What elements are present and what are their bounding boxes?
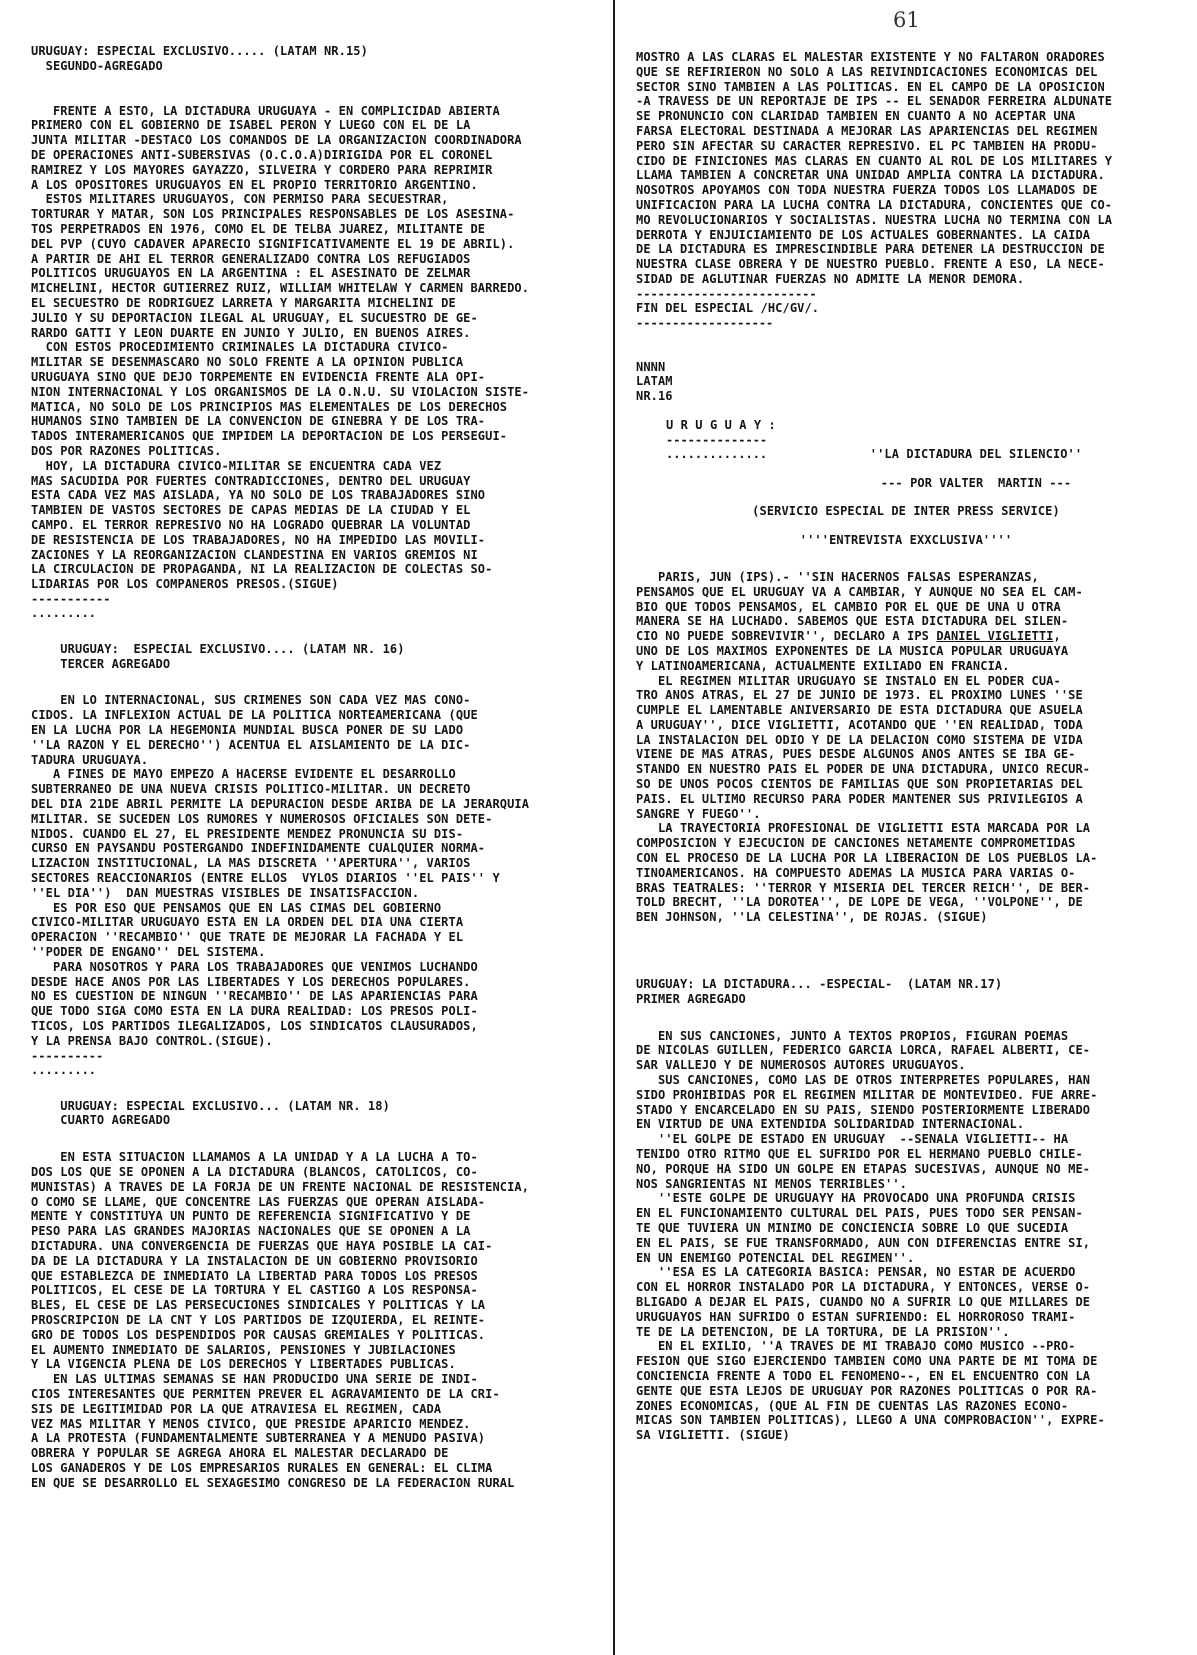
text-line: JULIO Y SU DEPORTACION ILEGAL AL URUGUAY, EL SUCUESTRO DE GE- <box>31 310 478 325</box>
text-line: TOLD BRECHT, ''LA DOROTEA'', DE LOPE DE VEGA, ''VOLPONE'', DE <box>636 895 1083 910</box>
text-line: MOSTRO A LAS CLARAS EL MALESTAR EXISTENTE Y NO FALTARON ORADORES <box>636 50 1105 64</box>
text-line: PERO SIN AFECTAR SU CARACTER REPRESIVO. EL PC TAMBIEN HA PRODU- <box>636 138 1098 153</box>
text-line: ''LA RAZON Y EL DERECHO'') ACENTUA EL AISLAMIENTO DE LA DIC- <box>31 737 471 752</box>
text-line: LOS GANADEROS Y DE LOS EMPRESARIOS RURALES EN GENERAL: EL CLIMA <box>31 1460 493 1475</box>
separator: ---------- ......... <box>31 1048 104 1077</box>
text-line: EL AUMENTO INMEDIATO DE SALARIOS, PENSIONES Y JUBILACIONES <box>31 1342 456 1357</box>
text-line: EN QUE SE DESARROLLO EL SEXAGESIMO CONGRESO DE LA FEDERACION RURAL <box>31 1475 515 1490</box>
text-line: NOSOTROS APOYAMOS CON TODA NUESTRA FUERZA TODOS LOS LLAMADOS DE <box>636 183 1098 198</box>
text-line: BIO QUE TODOS PENSAMOS, EL CAMBIO POR EL QUE DE UNA U OTRA <box>636 599 1061 614</box>
text-line: NION INTERNACIONAL Y LOS ORGANISMOS DE LA O.N.U. SU VIOLACION SISTE- <box>31 384 530 399</box>
text-line: A FINES DE MAYO EMPEZO A HACERSE EVIDENTE EL DESARROLLO <box>31 767 456 782</box>
text-line: A PARTIR DE AHI EL TERROR GENERALIZADO CONTRA LOS REFUGIADOS <box>31 251 471 266</box>
text-line: A LOS OPOSITORES URUGUAYOS EN EL PROPIO TERRITORIO ARGENTINO. <box>31 177 478 192</box>
text-line: SECTORES REACCIONARIOS (ENTRE ELLOS VYLOS DIARIOS ''EL PAIS'' Y <box>31 871 500 886</box>
text-line: TADOS INTERAMERICANOS QUE IMPIDEM LA DEPORTACION DE LOS PERSEGUI- <box>31 429 508 444</box>
text-line: TINOAMERICANOS. HA COMPUESTO ADEMAS LA MUSICA PARA VARIAS O- <box>636 865 1076 880</box>
text-line: UNO DE LOS MAXIMOS EXPONENTES DE LA MUSICA POPULAR URUGUAYA <box>636 643 1069 658</box>
text-line: URUGUAYA SINO QUE DEJO TORPEMENTE EN EVIDENCIA FRENTE ALA OPI- <box>31 369 486 384</box>
text-line: POLITICOS URUGUAYOS EN LA ARGENTINA : EL ASESINATO DE ZELMAR <box>31 266 471 281</box>
text-line: SIDAD DE AGLUTINAR FUERZAS NO ADMITE LA MENOR DEMORA. <box>636 271 1025 286</box>
text-line: ES POR ESO QUE PENSAMOS QUE EN LAS CIMAS DEL GOBIERNO <box>31 900 442 915</box>
text-line: SIDO PROHIBIDAS POR EL REGIMEN MILITAR DE MONTEVIDEO. FUE ARRE- <box>636 1087 1098 1102</box>
text-line: MICHELINI, HECTOR GUTIERREZ RUIZ, WILLIAM WHITELAW Y CARMEN BARREDO. <box>31 281 530 296</box>
text-line: CON EL PROCESO DE LA LUCHA POR LA LIBERACION DE LOS PUEBLOS LA- <box>636 851 1098 866</box>
text-line: A LA PROTESTA (FUNDAMENTALMENTE SUBTERRANEA Y A MENUDO PASIVA) <box>31 1431 486 1446</box>
text-line: PARIS, JUN (IPS).- ''SIN HACERNOS FALSAS ESPERANZAS, <box>636 569 1039 584</box>
text-line: TE DE LA DETENCION, DE LA TORTURA, DE LA PRISION''. <box>636 1324 1010 1339</box>
text-line: ''ESA ES LA CATEGORIA BASICA: PENSAR, NO ESTAR DE ACUERDO <box>636 1265 1076 1280</box>
text-line: DOS LOS QUE SE OPONEN A LA DICTADURA (BLANCOS, CATOLICOS, CO- <box>31 1165 478 1179</box>
text-line: PRIMERO CON EL GOBIERNO DE ISABEL PERON Y LUEGO CON EL DE LA <box>31 118 471 133</box>
text-line: LA TRAYECTORIA PROFESIONAL DE VIGLIETTI ESTA MARCADA POR LA <box>636 821 1091 836</box>
text-line: LIZACION INSTITUCIONAL, LA MAS DISCRETA ''APERTURA'', VARIOS <box>31 856 471 871</box>
text-line: SECTOR SINO TAMBIEN A LAS POLITICAS. EN EL CAMPO DE LA OPOSICION <box>636 79 1105 94</box>
text-line: EN UN ENEMIGO POTENCIAL DEL REGIMEN''. <box>636 1250 915 1265</box>
text-line: DE NICOLAS GUILLEN, FEDERICO GARCIA LORCA, RAFAEL ALBERTI, CE- <box>636 1043 1091 1058</box>
text-line: CON EL HORROR INSTALADO POR LA DICTADURA, Y ENTONCES, VERSE O- <box>636 1280 1091 1295</box>
text-line: MUNISTAS) A TRAVES DE LA FORJA DE UN FRENTE NACIONAL DE RESISTENCIA, <box>31 1179 530 1194</box>
section-header <box>31 1099 591 1129</box>
text-line: PARA NOSOTROS Y PARA LOS TRABAJADORES QUE VENIMOS LUCHANDO <box>31 959 478 974</box>
page-number: 61 <box>893 8 920 32</box>
left-column <box>31 44 591 1491</box>
article-title: ''LA DICTADURA DEL SILENCIO'' <box>869 446 1083 461</box>
text-line: STANDO EN NUESTRO PAIS EL PODER DE UNA DICTADURA, UNICO RECUR- <box>636 762 1091 777</box>
text-line: CUMPLE EL LAMENTABLE ANIVERSARIO DE ESTA DICTADURA QUE ASUELA <box>636 703 1083 718</box>
text-line: URUGUAYOS HAN SUFRIDO O ESTAN SUFRIENDO: EL HORROROSO TRAMI- <box>636 1309 1076 1324</box>
text-line: NNNN <box>636 359 666 374</box>
text-line: STADO Y ENCARCELADO EN SU PAIS, SIENDO POSTERIORMENTE LIBERADO <box>636 1102 1091 1117</box>
text-line: PROSCRIPCION DE LA CNT Y LOS PARTIDOS DE IZQUIERDA, EL REINTE- <box>31 1312 486 1327</box>
section-body <box>636 1029 1176 1443</box>
text-line: TADURA URUGUAYA. <box>31 752 149 767</box>
text-line: SO DE UNOS POCOS CIENTOS DE FAMILIAS QUE SON PROPIETARIAS DEL <box>636 777 1083 792</box>
section-body <box>31 1150 591 1490</box>
text-line: MICAS SON TAMBIEN POLITICAS), LLEGO A UNA COMPROBACION'', EXPRE- <box>636 1413 1105 1428</box>
text-line: DERROTA Y ENJUICIAMIENTO DE LOS ACTUALES GOBERNANTES. LA CAIDA <box>636 227 1091 242</box>
text-line: EN VIRTUD DE UNA EXTENDIDA SOLIDARIDAD INTERNACIONAL. <box>636 1117 1025 1132</box>
text-line: Y LA PRENSA BAJO CONTROL.(SIGUE). <box>31 1033 273 1048</box>
text-line: DE LA DICTADURA ES IMPRESCINDIBLE PARA DETENER LA DESTRUCCION DE <box>636 242 1105 257</box>
column-divider <box>613 0 615 1655</box>
text-line: ''ESTE GOLPE DE URUGUAYY HA PROVOCADO UNA PROFUNDA CRISIS <box>636 1191 1076 1206</box>
text-line: Y LA VIGENCIA PLENA DE LOS DERECHOS Y LIBERTADES PUBLICAS. <box>31 1357 456 1372</box>
text-line: COMPOSICION Y EJECUCION DE CANCIONES NETAMENTE COMPROMETIDAS <box>636 836 1076 851</box>
text-line: SANGRE Y FUEGO''. <box>636 806 761 821</box>
text-line: VIENE DE MAS ATRAS, PUES DESDE ALGUNOS ANOS ANTES SE IBA GE- <box>636 747 1076 762</box>
text-line: O COMO SE LLAME, QUE CONCENTRE LAS FUERZAS QUE OPERAN AISLADA- <box>31 1194 486 1209</box>
underlined-name: DANIEL VIGLIETTI <box>936 629 1054 644</box>
text-line: ESTOS MILITARES URUGUAYOS, CON PERMISO PARA SECUESTRAR, <box>31 192 449 207</box>
text-line: CUARTO AGREGADO <box>31 1113 171 1128</box>
text-line: MENTE Y CONSTITUYA UN PUNTO DE REFERENCIA SIGNIFICATIVO Y DE <box>31 1209 471 1224</box>
text-line: BEN JOHNSON, ''LA CELESTINA'', DE ROJAS. (SIGUE) <box>636 910 988 925</box>
text-line: LA CIRCULACION DE PROPAGANDA, NI LA REALIZACION DE COLECTAS SO- <box>31 562 493 577</box>
separator: ------------------------- <box>636 286 817 301</box>
transmission-codes <box>636 360 1176 404</box>
separator: -------------- .............. <box>666 432 768 461</box>
text-line: EN LA LUCHA POR LA HEGEMONIA MUNDIAL BUSCA PONER DE SU LADO <box>31 723 464 738</box>
text-line: EN EL EXILIO, ''A TRAVES DE MI TRABAJO COMO MUSICO --PRO- <box>636 1339 1076 1354</box>
text-line: DE RESISTENCIA DE LOS TRABAJADORES, NO HA IMPEDIDO LAS MOVILI- <box>31 532 486 547</box>
text-line: DESDE HACE ANOS POR LAS LIBERTADES Y LOS DERECHOS POPULARES. <box>31 974 471 989</box>
text-line: SEGUNDO-AGREGADO <box>31 58 163 73</box>
text-line: DOS POR RAZONES POLITICAS. <box>31 443 222 458</box>
text-line: DEL DIA 21DE ABRIL PERMITE LA DEPURACION DESDE ARIBA DE LA JERARQUIA <box>31 797 530 812</box>
article-body <box>636 570 1176 925</box>
text-line: URUGUAY: LA DICTADURA... -ESPECIAL- (LATAM NR.17) <box>636 977 1003 992</box>
text-line: EL SECUESTRO DE RODRIGUEZ LARRETA Y MARGARITA MICHELINI DE <box>31 295 456 310</box>
text-line: ''PODER DE ENGANO'' DEL SISTEMA. <box>31 945 266 960</box>
text-line: URUGUAY: ESPECIAL EXCLUSIVO..... (LATAM NR.15) <box>31 44 368 58</box>
section-body <box>636 50 1176 287</box>
text-line: CIOS INTERESANTES QUE PERMITEN PREVER EL AGRAVAMIENTO DE LA CRI- <box>31 1386 500 1401</box>
end-marker: FIN DEL ESPECIAL /HC/GV/. <box>636 300 820 315</box>
text-line: EN LAS ULTIMAS SEMANAS SE HAN PRODUCIDO UNA SERIE DE INDI- <box>31 1372 478 1387</box>
right-column <box>636 50 1176 1443</box>
text-line: BLES, EL CESE DE LAS PERSECUCIONES SINDICALES Y POLITICAS Y LA <box>31 1298 486 1313</box>
article-service: (SERVICIO ESPECIAL DE INTER PRESS SERVICE) <box>752 504 1060 519</box>
text-line: EN SUS CANCIONES, JUNTO A TEXTOS PROPIOS, FIGURAN POEMAS <box>636 1028 1069 1043</box>
text-line: CONCIENCIA FRENTE A TODO EL FENOMENO--, EN EL ENCUENTRO CON LA <box>636 1368 1091 1383</box>
text-line: BLIGADO A DEJAR EL PAIS, CUANDO NO A SUFRIR LO QUE MILLARES DE <box>636 1294 1091 1309</box>
section-header <box>31 642 591 672</box>
text-line: SAR VALLEJO Y DE NUMEROSOS AUTORES URUGUAYOS. <box>636 1058 966 1073</box>
text-line: CURSO EN PAYSANDU POSTERGANDO INDEFINIDAMENTE CUALQUIER NORMA- <box>31 841 486 856</box>
text-line: NR.16 <box>636 389 673 404</box>
text-line: -A TRAVESS DE UN REPORTAJE DE IPS -- EL SENADOR FERREIRA ALDUNATE <box>636 94 1113 109</box>
text-line: MANERA SE HA LUCHADO. SABEMOS QUE ESTA DICTADURA DEL SILEN- <box>636 614 1069 629</box>
text-line: DA DE LA DICTADURA Y LA INSTALACION DE UN GOBIERNO PROVISORIO <box>31 1253 478 1268</box>
text-line: FARSA ELECTORAL DESTINADA A MEJORAR LAS APARIENCIAS DEL REGIMEN <box>636 123 1098 138</box>
text-line: SUBTERRANEO DE UNA NUEVA CRISIS POLITICO-MILITAR. UN DECRETO <box>31 782 471 797</box>
text-line: DE OPERACIONES ANTI-SUBERSIVAS (O.C.O.A)DIRIGIDA POR EL CORONEL <box>31 147 493 162</box>
text-line: VEZ MAS MILITAR Y MENOS CIVICO, QUE PRESIDE APARICIO MENDEZ. <box>31 1416 471 1431</box>
text-line: URUGUAY: ESPECIAL EXCLUSIVO... (LATAM NR. 18) <box>31 1098 390 1113</box>
text-line: ZONES ECONOMICAS, (QUE AL FIN DE CUENTAS LAS RAZONES ECONO- <box>636 1398 1069 1413</box>
text-line: Y LATINOAMERICANA, ACTUALMENTE EXILIADO EN FRANCIA. <box>636 658 1010 673</box>
text-line: HOY, LA DICTADURA CIVICO-MILITAR SE ENCUENTRA CADA VEZ <box>31 458 442 473</box>
text-line: MILITAR SE DESENMASCARO NO SOLO FRENTE A LA OPINION PUBLICA <box>31 355 464 370</box>
text-line: TRO ANOS ATRAS, EL 27 DE JUNIO DE 1973. EL PROXIMO LUNES ''SE <box>636 688 1083 703</box>
text-line: NIDOS. CUANDO EL 27, EL PRESIDENTE MENDEZ PRONUNCIA SU DIS- <box>31 826 464 841</box>
section-body <box>31 104 591 592</box>
text-line: HUMANOS SINO TAMBIEN DE LA CONVENCION DE GINEBRA Y DE LOS TRA- <box>31 414 486 429</box>
text-line: CIDO DE FINICIONES MAS CLARAS EN CUANTO AL ROL DE LOS MILITARES Y <box>636 153 1113 168</box>
text-line: SA VIGLIETTI. (SIGUE) <box>636 1428 790 1443</box>
separator: ------------------- <box>636 315 774 330</box>
separator: ----------- ......... <box>31 591 111 620</box>
text-line: LATAM <box>636 374 673 389</box>
text-line: URUGUAY: ESPECIAL EXCLUSIVO.... (LATAM NR. 16) <box>31 641 405 656</box>
text-line: TICOS, LOS PARTIDOS ILEGALIZADOS, LOS SINDICATOS CLAUSURADOS, <box>31 1019 478 1034</box>
text-line: JUNTA MILITAR -DESTACO LOS COMANDOS DE LA ORGANIZACION COORDINADORA <box>31 133 522 148</box>
text-line: ''EL GOLPE DE ESTADO EN URUGUAY --SENALA VIGLIETTI-- HA <box>636 1132 1069 1147</box>
text-line: NO, PORQUE HA SIDO UN GOLPE EN ETAPAS SUCESIVAS, AUNQUE NO ME- <box>636 1161 1091 1176</box>
text-line: SIS DE LEGITIMIDAD POR LA QUE ATRAVIESA EL REGIMEN, CADA <box>31 1401 442 1416</box>
text-line: MATICA, NO SOLO DE LOS PRINCIPIOS MAS ELEMENTALES DE LOS DERECHOS <box>31 399 508 414</box>
text-line: PRIMER AGREGADO <box>636 991 746 1006</box>
text-line: GENTE QUE ESTA LEJOS DE URUGUAY POR RAZONES POLITICAS O POR RA- <box>636 1383 1098 1398</box>
text-line: SUS CANCIONES, COMO LAS DE OTROS INTERPRETES POPULARES, HAN <box>636 1073 1091 1088</box>
text-line: BRAS TEATRALES: ''TERROR Y MISERIA DEL TERCER REICH'', DE BER- <box>636 880 1091 895</box>
section-header <box>31 44 591 74</box>
text-line: EN EL FUNCIONAMIENTO CULTURAL DEL PAIS, PUES TODO SER PENSAN- <box>636 1206 1083 1221</box>
section-body <box>31 693 591 1048</box>
article-interview: ''''ENTREVISTA EXXCLUSIVA'''' <box>799 533 1013 548</box>
text-line: RAMIREZ Y LOS MAYORES GAYAZZO, SILVEIRA Y CORDERO PARA REPRIMIR <box>31 162 493 177</box>
text-line: FRENTE A ESTO, LA DICTADURA URUGUAYA - EN COMPLICIDAD ABIERTA <box>31 103 500 118</box>
text-line: SE PRONUNCIO CON CLARIDAD TAMBIEN EN CUANTO A NO ACEPTAR UNA <box>636 109 1076 124</box>
text-line: LIDARIAS POR LOS COMPANEROS PRESOS.(SIGUE) <box>31 577 339 592</box>
text-line: LA INSTALACION DEL ODIO Y DE LA DELACION COMO SISTEMA DE VIDA <box>636 732 1083 747</box>
text-line: ESTA CADA VEZ MAS AISLADA, YA NO SOLO DE LOS TRABAJADORES SINO <box>31 488 486 503</box>
text-line: POLITICOS, EL CESE DE LA TORTURA Y EL CASTIGO A LOS RESPONSA- <box>31 1283 478 1298</box>
text-line: NOS SANGRIENTAS NI MENOS TERRIBLES''. <box>636 1176 908 1191</box>
text-line: EN EL PAIS, SE FUE TRANSFORMADO, AUN CON DIFERENCIAS ENTRE SI, <box>636 1235 1091 1250</box>
text-line: UNIFICACION PARA LA LUCHA CONTRA LA DICTADURA, CONCIENTES QUE CO- <box>636 197 1113 212</box>
text-line: NUESTRA CLASE OBRERA Y DE NUESTRO PUEBLO. FRENTE A ESO, LA NECE- <box>636 257 1105 272</box>
text-line: CIO NO PUEDE SOBREVIVIR'', DECLARO A IPS DANIEL VIGLIETTI, <box>636 629 1061 644</box>
text-line: TERCER AGREGADO <box>31 656 171 671</box>
text-line: GRO DE TODOS LOS DESPENDIDOS POR CAUSAS GREMIALES Y POLITICAS. <box>31 1327 486 1342</box>
text-line: CIVICO-MILITAR URUGUAYO ESTA EN LA ORDEN DEL DIA UNA CIERTA <box>31 915 464 930</box>
text-line: EN ESTA SITUACION LLAMAMOS A LA UNIDAD Y A LA LUCHA A TO- <box>31 1150 478 1165</box>
text-line: A URUGUAY'', DICE VIGLIETTI, ACOTANDO QUE ''EN REALIDAD, TODA <box>636 717 1083 732</box>
text-line: QUE ESTABLEZCA DE INMEDIATO LA LIBERTAD PARA TODOS LOS PRESOS <box>31 1268 478 1283</box>
text-line: LLAMA TAMBIEN A CONCRETAR UNA UNIDAD AMPLIA CONTRA LA DICTADURA. <box>636 168 1105 183</box>
text-line: PESO PARA LAS GRANDES MAJORIAS NACIONALES QUE SE OPONEN A LA <box>31 1224 471 1239</box>
text-line: FESION QUE SIGO EJERCIENDO TAMBIEN COMO UNA PARTE DE MI TOMA DE <box>636 1354 1098 1369</box>
text-line: ''EL DIA'') DAN MUESTRAS VISIBLES DE INSATISFACCION. <box>31 885 420 900</box>
text-line: ZACIONES Y LA REORGANIZACION CLANDESTINA EN VARIOS GREMIOS NI <box>31 547 478 562</box>
text-line: OBRERA Y POPULAR SE AGREGA AHORA EL MALESTAR DECLARADO DE <box>31 1446 449 1461</box>
country-heading: U R U G U A Y : <box>666 417 776 432</box>
text-line: RARDO GATTI Y LEON DUARTE EN JUNIO Y JULIO, EN BUENOS AIRES. <box>31 325 471 340</box>
text-line: MAS SACUDIDA POR FUERTES CONTRADICCIONES, DENTRO DEL URUGUAY <box>31 473 471 488</box>
text-line: DEL PVP (CUYO CADAVER APARECIO SIGNIFICATIVAMENTE EL 19 DE ABRIL). <box>31 236 515 251</box>
text-line: OPERACION ''RECAMBIO'' QUE TRATE DE MEJORAR LA FACHADA Y EL <box>31 930 464 945</box>
text-line: PAIS. EL ULTIMO RECURSO PARA PODER MANTENER SUS PRIVILEGIOS A <box>636 791 1083 806</box>
text-line: TOS PERPETRADOS EN 1976, COMO EL DE TELBA JUAREZ, MILITANTE DE <box>31 221 486 236</box>
text-line: EN LO INTERNACIONAL, SUS CRIMENES SON CADA VEZ MAS CONO- <box>31 693 471 708</box>
text-line: CAMPO. EL TERROR REPRESIVO NO HA LOGRADO QUEBRAR LA VOLUNTAD <box>31 517 471 532</box>
text-line: TE QUE TUVIERA UN MINIMO DE CONCIENCIA SOBRE LO QUE SUCEDIA <box>636 1221 1069 1235</box>
text-line: MO REVOLUCIONARIOS Y SOCIALISTAS. NUESTRA LUCHA NO TERMINA CON LA <box>636 212 1113 227</box>
text-line: QUE SE REFIRIERON NO SOLO A LAS REIVINDICACIONES ECONOMICAS DEL <box>636 64 1098 79</box>
article-byline: --- POR VALTER MARTIN --- <box>880 475 1072 490</box>
text-line: PENSAMOS QUE EL URUGUAY VA A CAMBIAR, Y AUNQUE NO SEA EL CAM- <box>636 584 1083 599</box>
text-line: TENIDO OTRO RITMO QUE EL SUFRIDO POR EL HERMANO PUEBLO CHILE- <box>636 1147 1083 1162</box>
text-line: TORTURAR Y MATAR, SON LOS PRINCIPALES RESPONSABLES DE LOS ASESINA- <box>31 207 515 222</box>
section-header <box>636 977 1176 1007</box>
text-line: TAMBIEN DE VASTOS SECTORES DE CAPAS MEDIAS DE LA CIUDAD Y EL <box>31 503 471 518</box>
text-line: NO ES CUESTION DE NINGUN ''RECAMBIO'' DE LAS APARIENCIAS PARA <box>31 989 478 1004</box>
text-line: DICTADURA. UNA CONVERGENCIA DE FUERZAS QUE HAYA POSIBLE LA CAI- <box>31 1238 493 1253</box>
text-line: CIDOS. LA INFLEXION ACTUAL DE LA POLITICA NORTEAMERICANA (QUE <box>31 708 478 723</box>
text-line: MILITAR. SE SUCEDEN LOS RUMORES Y NUMEROSOS OFICIALES SON DETE- <box>31 811 493 826</box>
text-line: QUE TODO SIGA COMO ESTA EN LA DURA REALIDAD: LOS PRESOS POLI- <box>31 1004 478 1019</box>
text-line: CON ESTOS PROCEDIMIENTO CRIMINALES LA DICTADURA CIVICO- <box>31 340 449 355</box>
text-line: EL REGIMEN MILITAR URUGUAYO SE INSTALO EN EL PODER CUA- <box>636 673 1061 688</box>
